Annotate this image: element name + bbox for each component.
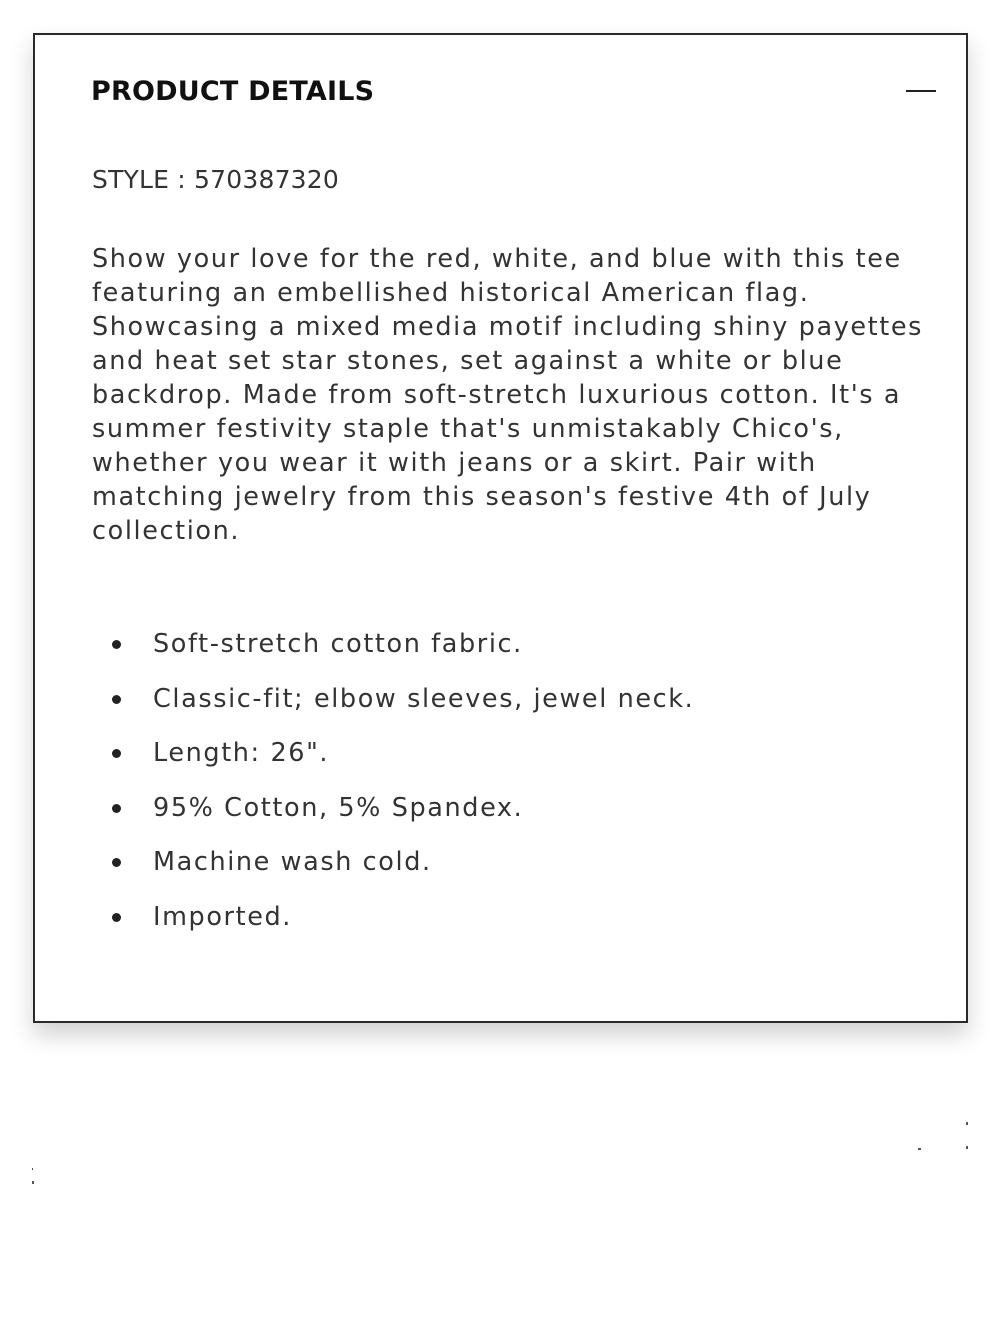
bullet-icon (112, 749, 121, 758)
panel-title: PRODUCT DETAILS (91, 75, 375, 107)
list-item (92, 678, 694, 733)
bullet-icon (112, 913, 121, 922)
product-details-header[interactable] (91, 73, 936, 109)
feature-text: Machine wash cold. (153, 847, 432, 877)
style-number: STYLE : 570387320 (92, 165, 340, 194)
list-item (92, 732, 694, 787)
list-item (92, 841, 694, 896)
bullet-icon (112, 640, 121, 649)
feature-text: Length: 26". (153, 738, 330, 768)
feature-text: Imported. (153, 901, 293, 932)
feature-text: 95% Cotton, 5% Spandex. (153, 792, 524, 823)
minus-icon[interactable] (906, 76, 936, 106)
product-description: Show your love for the red, white, and blue with this tee featuring an embellished historical American flag. Showcasing a mixed media motif including shiny payettes and heat set star stones, set against a white or blue backdrop. Made from soft-stretch luxurious cotton. It's a summer festivity staple that's unmistakably Chico's, whether you wear it with jeans or a skirt. Pair with matching jewelry from this season's festive 4th of July collection. (92, 244, 924, 546)
bullet-icon (112, 804, 121, 813)
list-item (92, 623, 694, 678)
feature-text: Soft-stretch cotton fabric. (153, 629, 523, 659)
feature-text: Classic-fit; elbow sleeves, jewel neck. (153, 683, 695, 714)
bullet-icon (112, 695, 121, 704)
product-details-panel (33, 33, 968, 1023)
list-item (92, 896, 694, 951)
feature-list (92, 623, 694, 950)
bullet-icon (112, 858, 121, 867)
list-item (92, 787, 694, 842)
